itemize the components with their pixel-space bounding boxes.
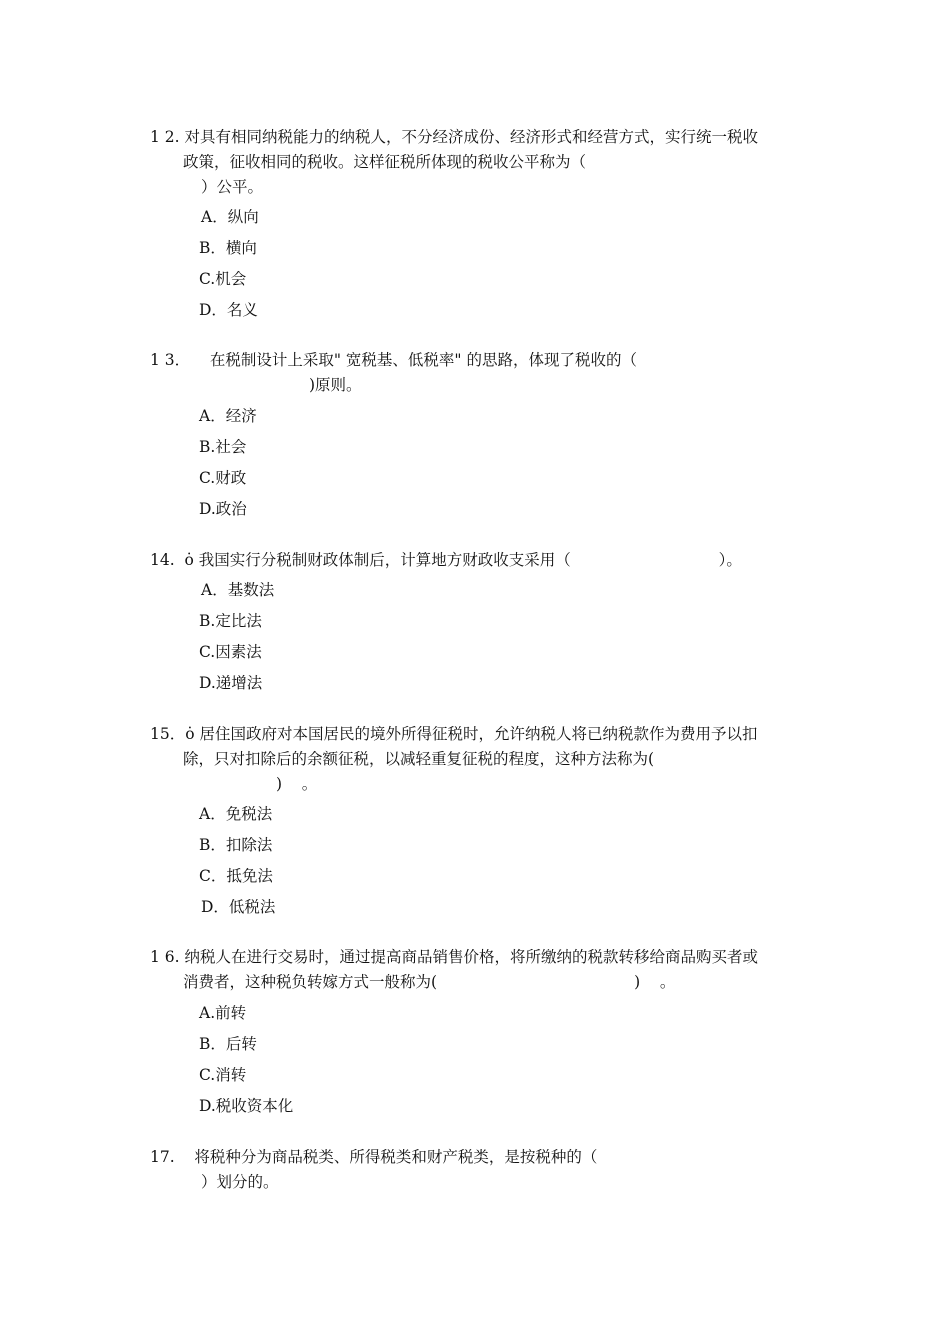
question-text-line: )原则。 [309, 376, 362, 394]
option-c: C．抵免法 [199, 867, 273, 885]
option-d: D.政治 [199, 500, 247, 518]
question-text-line: 消费者，这种税负转嫁方式一般称为( ) 。 [183, 973, 676, 991]
option-d: D．低税法 [201, 898, 276, 916]
option-c: C.财政 [199, 469, 247, 487]
option-c: C.机会 [199, 270, 247, 288]
question-text-line: 政策，征收相同的税收。这样征税所体现的税收公平称为（ [183, 153, 587, 171]
option-d: D．名义 [199, 301, 258, 319]
question-text-line: 1 3． 在税制设计上采取" 宽税基、低税率" 的思路，体现了税收的（ [150, 351, 637, 369]
option-b: B．扣除法 [199, 836, 273, 854]
option-b: B．后转 [199, 1035, 257, 1053]
option-a: A．免税法 [199, 805, 273, 823]
option-b: B.社会 [199, 438, 247, 456]
option-d: D.税收资本化 [199, 1097, 294, 1115]
option-c: C.消转 [199, 1066, 247, 1084]
option-b: B.定比法 [199, 612, 262, 630]
option-a: A．基数法 [201, 581, 275, 599]
option-d: D.递增法 [199, 674, 263, 692]
option-b: B．横向 [199, 239, 257, 257]
question-text-line: 15．ȯ 居住国政府对本国居民的境外所得征税时，允许纳税人将已纳税款作为费用予以扣 [150, 725, 758, 743]
question-text-line: ）划分的。 [201, 1173, 279, 1191]
question-text-line: 14. ȯ 我国实行分税制财政体制后，计算地方财政收支采用（ ）。 [150, 551, 742, 569]
question-text-line: 1 6. 纳税人在进行交易时，通过提高商品销售价格，将所缴纳的税款转移给商品购买者或 [150, 948, 759, 966]
question-text-line: ）公平。 [201, 178, 264, 196]
question-text-line: 17. 将税种分为商品税类、所得税类和财产税类，是按税种的（ [150, 1148, 598, 1166]
question-text-line: 除，只对扣除后的余额征税，以减轻重复征税的程度，这种方法称为( [183, 750, 655, 768]
option-a: A.前转 [199, 1004, 247, 1022]
option-a: A．经济 [199, 407, 257, 425]
question-text-line: 1 2. 对具有相同纳税能力的纳税人，不分经济成份、经济形式和经营方式，实行统一税收 [150, 128, 759, 146]
question-text-line: ) 。 [276, 775, 318, 793]
option-c: C.因素法 [199, 643, 262, 661]
option-a: A．纵向 [201, 208, 259, 226]
